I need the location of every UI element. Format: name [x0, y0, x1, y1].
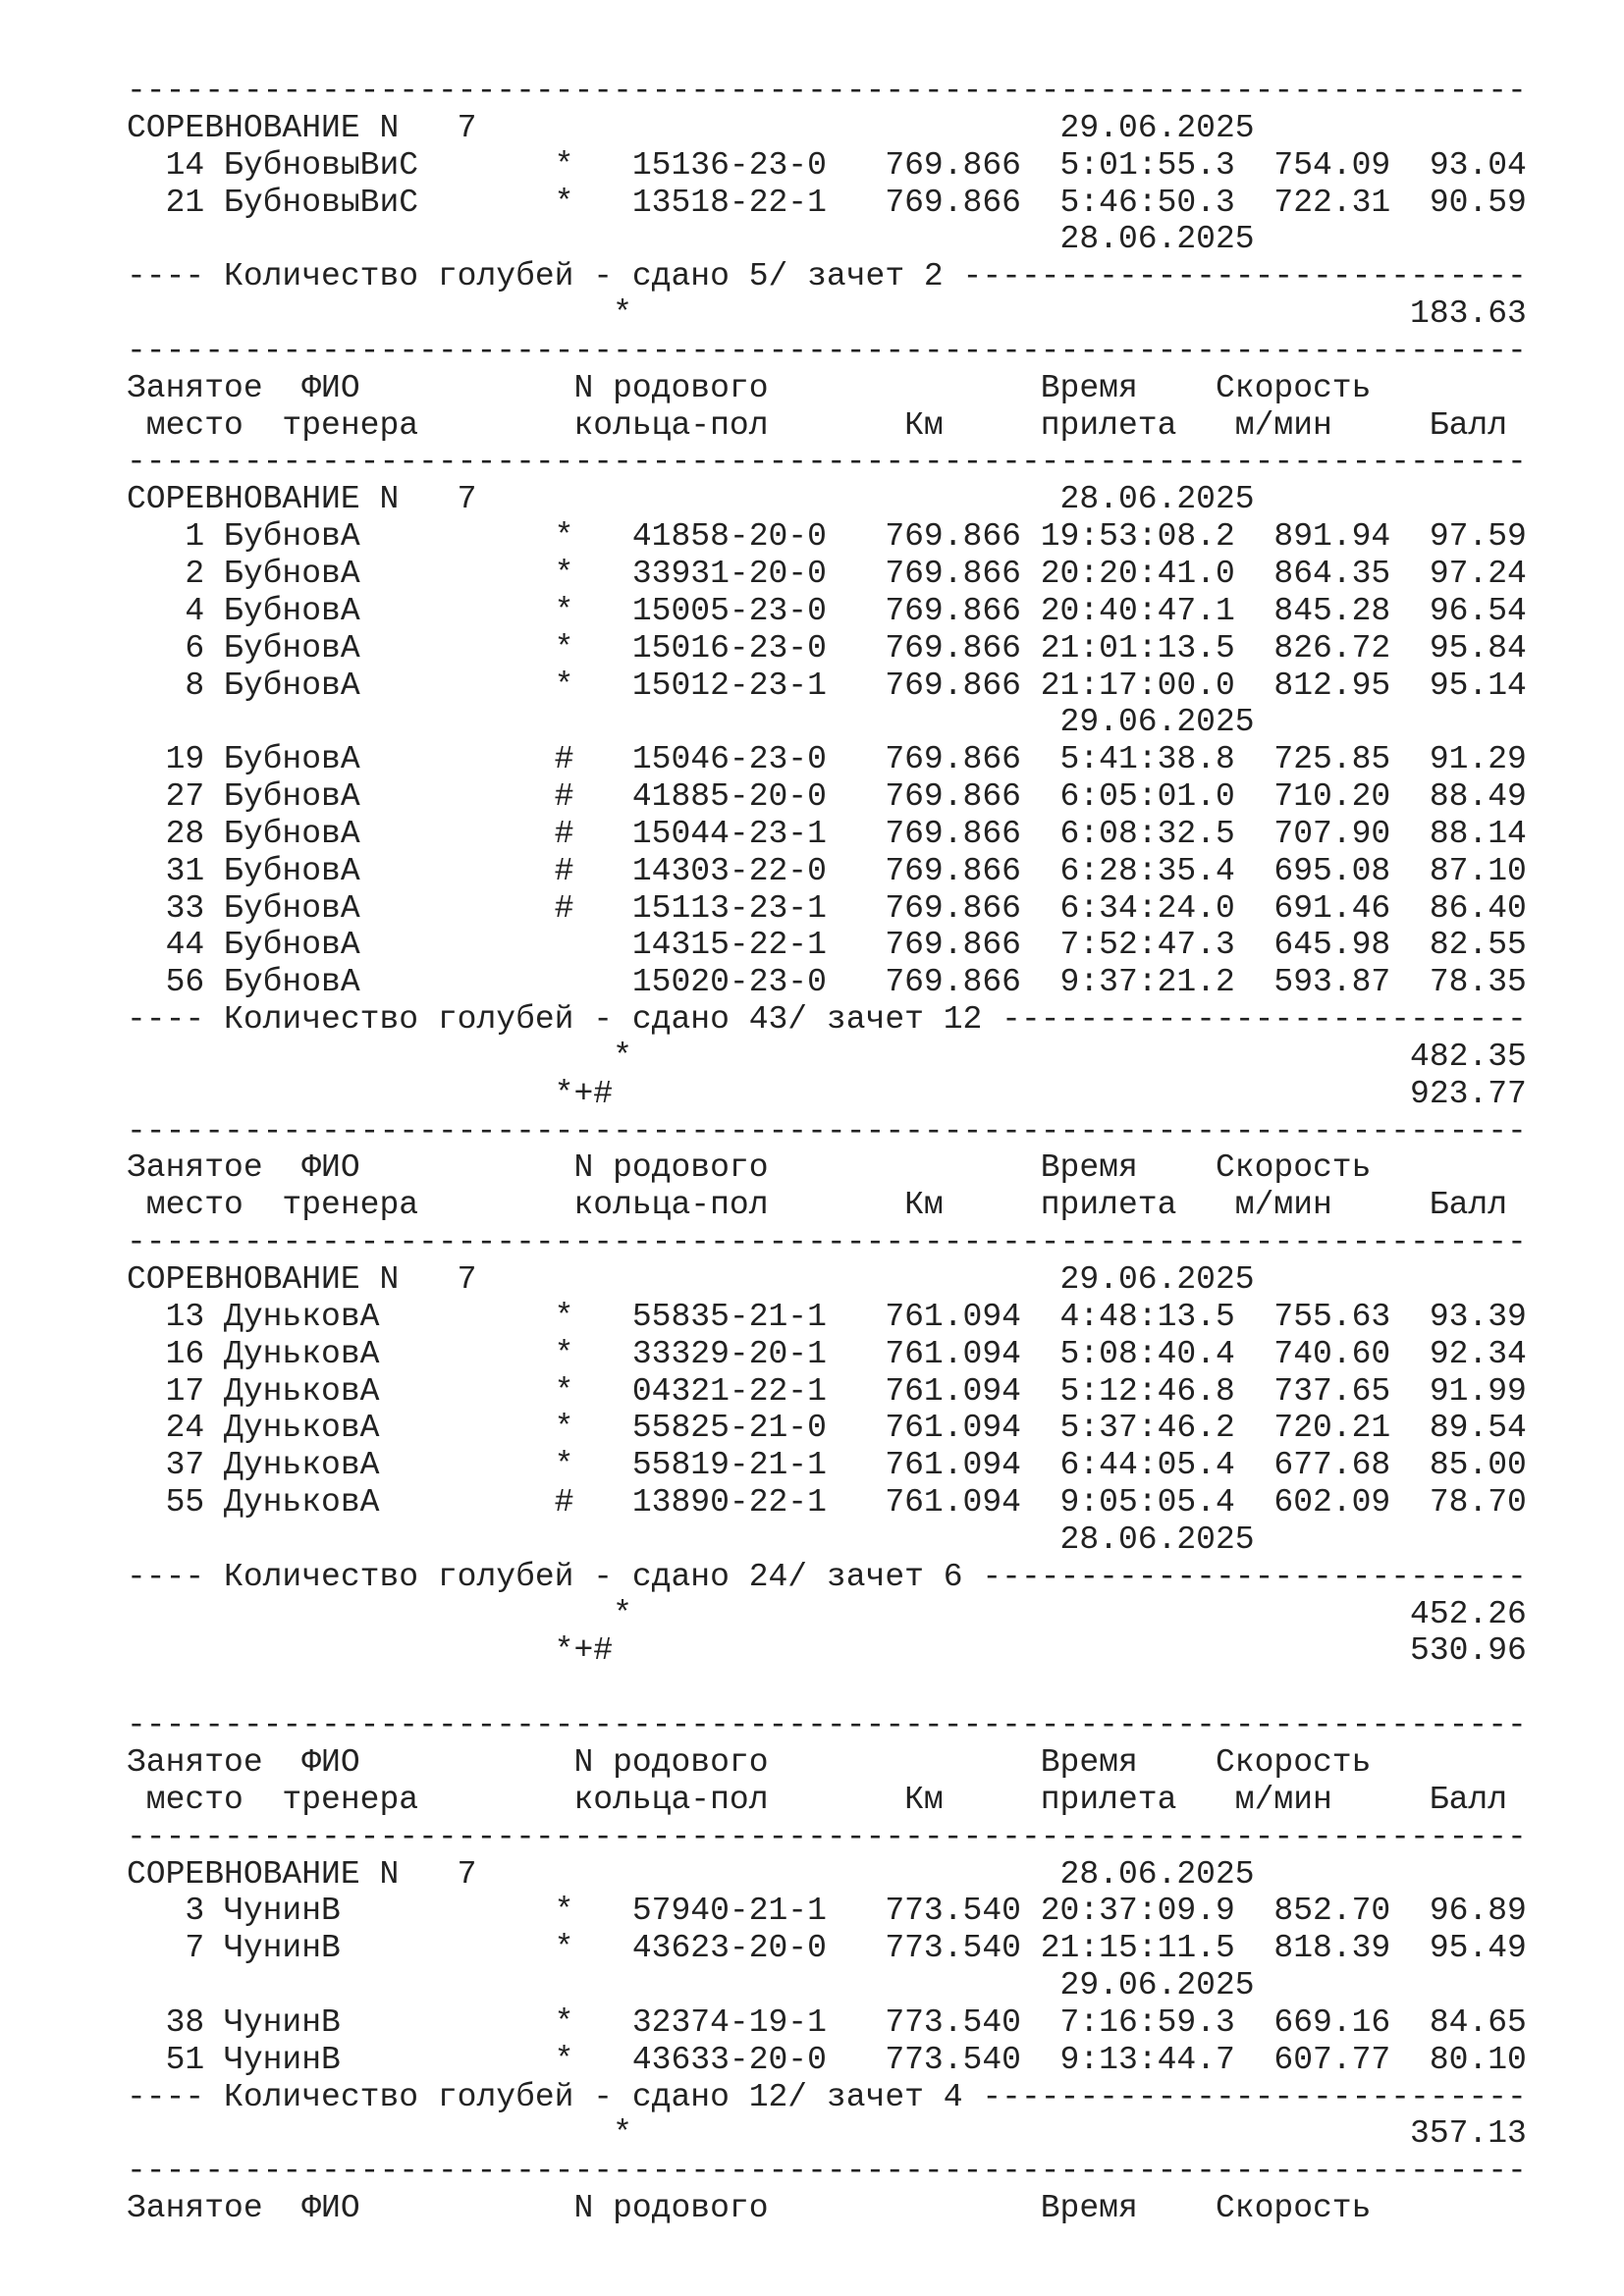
result-row: 6 БубновА * 15016-23-0 769.866 21:01:13.5 826.72 95.84 — [127, 629, 1527, 667]
competition-heading: СОРЕВНОВАНИЕ N 7 28.06.2025 — [127, 481, 1255, 518]
result-row: 51 ЧунинВ * 43633-20-0 773.540 9:13:44.7 607.77 80.10 — [127, 2041, 1527, 2078]
column-header-line: место тренера кольца-пол Км прилета м/мин Балл — [127, 1781, 1508, 1818]
result-row: 14 БубновыВиС * 15136-23-0 769.866 5:01:55.3 754.09 93.04 — [127, 146, 1527, 184]
column-header-line: место тренера кольца-пол Км прилета м/мин Балл — [127, 1187, 1508, 1224]
result-row: 8 БубновА * 15012-23-1 769.866 21:17:00.0 812.95 95.14 — [127, 667, 1527, 704]
result-row: 3 ЧунинВ * 57940-21-1 773.540 20:37:09.9 852.70 96.89 — [127, 1893, 1527, 1930]
result-row: 17 ДуньковА * 04321-22-1 761.094 5:12:46.8 737.65 91.99 — [127, 1372, 1527, 1410]
result-row: 19 БубновА # 15046-23-0 769.866 5:41:38.8 725.85 91.29 — [127, 741, 1527, 778]
column-header-line: Занятое ФИО N родового Время Скорость — [127, 369, 1372, 406]
separator-line: ------------------------------------------------------------------------ — [127, 2153, 1527, 2190]
separator-line: ------------------------------------------------------------------------ — [127, 444, 1527, 481]
result-row: 27 БубновА # 41885-20-0 769.866 6:05:01.0 710.20 88.49 — [127, 778, 1527, 816]
blank-line — [127, 1670, 1527, 1707]
pigeon-count-line: ---- Количество голубей - сдано 5/ зачет 2 ----------------------------- — [127, 258, 1527, 295]
result-row: 37 ДуньковА * 55819-21-1 761.094 6:44:05.4 677.68 85.00 — [127, 1447, 1527, 1484]
column-header-line: место тренера кольца-пол Км прилета м/мин Балл — [127, 406, 1508, 444]
score-total-line: * 482.35 — [127, 1038, 1527, 1075]
result-row: 21 БубновыВиС * 13518-22-1 769.866 5:46:50.3 722.31 90.59 — [127, 184, 1527, 221]
separator-line: ------------------------------------------------------------------------ — [127, 73, 1527, 109]
pigeon-count-line: ---- Количество голубей - сдано 43/ зачет 12 --------------------------- — [127, 1001, 1527, 1039]
date-line: 28.06.2025 — [127, 221, 1255, 258]
result-row: 55 ДуньковА # 13890-22-1 761.094 9:05:05.4 602.09 78.70 — [127, 1484, 1527, 1522]
competition-heading: СОРЕВНОВАНИЕ N 7 29.06.2025 — [127, 109, 1255, 146]
date-line: 29.06.2025 — [127, 1967, 1255, 2004]
result-row: 24 ДуньковА * 55825-21-0 761.094 5:37:46.2 720.21 89.54 — [127, 1410, 1527, 1447]
separator-line: ------------------------------------------------------------------------ — [127, 1707, 1527, 1744]
separator-line: ------------------------------------------------------------------------ — [127, 332, 1527, 369]
pigeon-count-line: ---- Количество голубей - сдано 12/ зачет 4 ---------------------------- — [127, 2078, 1527, 2115]
result-row: 7 ЧунинВ * 43623-20-0 773.540 21:15:11.5 818.39 95.49 — [127, 1930, 1527, 1967]
result-row: 44 БубновА 14315-22-1 769.866 7:52:47.3 645.98 82.55 — [127, 927, 1527, 964]
separator-line: ------------------------------------------------------------------------ — [127, 1112, 1527, 1149]
separator-line: ------------------------------------------------------------------------ — [127, 1224, 1527, 1261]
date-line: 29.06.2025 — [127, 704, 1255, 741]
result-row: 31 БубновА # 14303-22-0 769.866 6:28:35.4 695.08 87.10 — [127, 852, 1527, 889]
result-row: 56 БубновА 15020-23-0 769.866 9:37:21.2 593.87 78.35 — [127, 964, 1527, 1001]
column-header-line: Занятое ФИО N родового Время Скорость — [127, 1149, 1372, 1187]
score-total-line: *+# 923.77 — [127, 1075, 1527, 1112]
separator-line: ------------------------------------------------------------------------ — [127, 1818, 1527, 1855]
date-line: 28.06.2025 — [127, 1521, 1255, 1558]
result-row: 13 ДуньковА * 55835-21-1 761.094 4:48:13.5 755.63 93.39 — [127, 1298, 1527, 1335]
competition-heading: СОРЕВНОВАНИЕ N 7 29.06.2025 — [127, 1261, 1255, 1298]
result-row: 16 ДуньковА * 33329-20-1 761.094 5:08:40.4 740.60 92.34 — [127, 1335, 1527, 1372]
result-row: 1 БубновА * 41858-20-0 769.866 19:53:08.2 891.94 97.59 — [127, 518, 1527, 556]
result-row: 33 БубновА # 15113-23-1 769.866 6:34:24.0 691.46 86.40 — [127, 889, 1527, 927]
score-total-line: * 183.63 — [127, 295, 1527, 333]
results-document — [127, 73, 1527, 2227]
result-row: 2 БубновА * 33931-20-0 769.866 20:20:41.0 864.35 97.24 — [127, 555, 1527, 592]
result-row: 4 БубновА * 15005-23-0 769.866 20:40:47.1 845.28 96.54 — [127, 592, 1527, 629]
score-total-line: *+# 530.96 — [127, 1632, 1527, 1670]
pigeon-count-line: ---- Количество голубей - сдано 24/ зачет 6 ---------------------------- — [127, 1558, 1527, 1595]
column-header-line: Занятое ФИО N родового Время Скорость — [127, 2190, 1372, 2227]
score-total-line: * 452.26 — [127, 1595, 1527, 1632]
column-header-line: Занятое ФИО N родового Время Скорость — [127, 1743, 1372, 1781]
result-row: 38 ЧунинВ * 32374-19-1 773.540 7:16:59.3 669.16 84.65 — [127, 2003, 1527, 2041]
competition-heading: СОРЕВНОВАНИЕ N 7 28.06.2025 — [127, 1855, 1255, 1893]
result-row: 28 БубновА # 15044-23-1 769.866 6:08:32.5 707.90 88.14 — [127, 815, 1527, 852]
score-total-line: * 357.13 — [127, 2115, 1527, 2153]
